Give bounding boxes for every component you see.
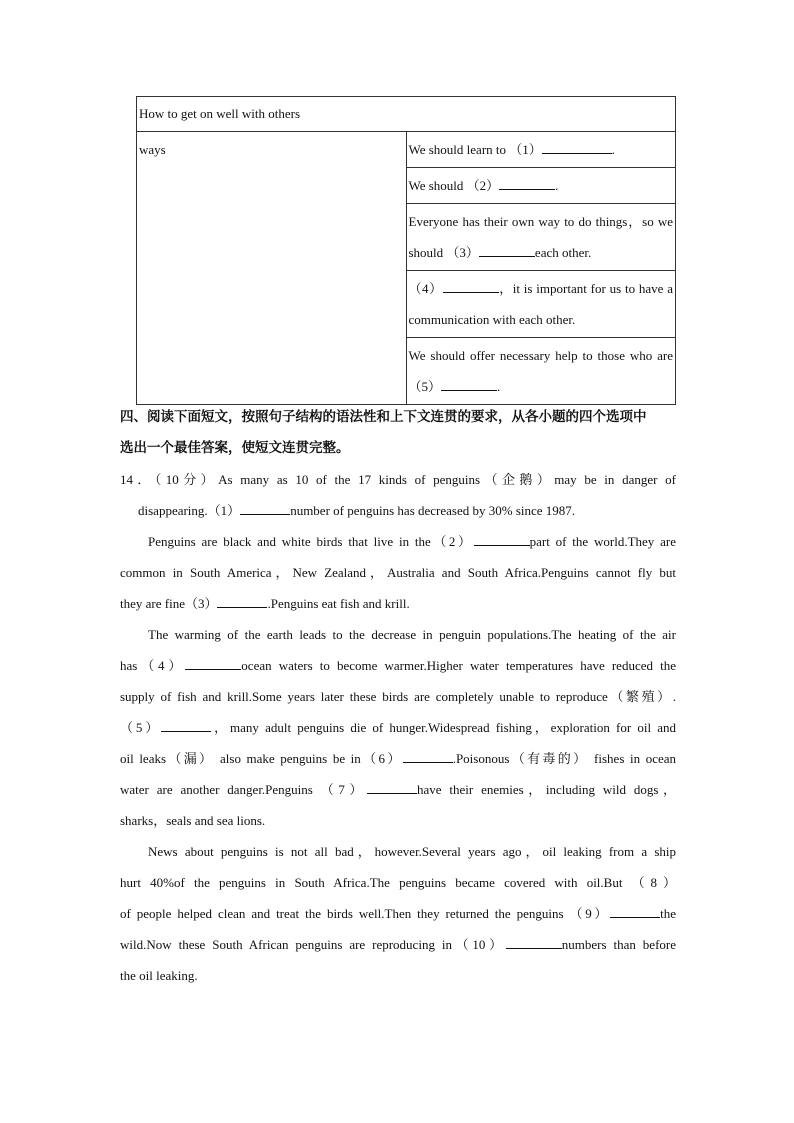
ways-table [136,96,676,405]
paragraph-3-line-2: has（4） ocean waters to become warmer.Higher water temperatures have reduced the [120,658,676,673]
paragraph-3-line-3: supply of fish and krill.Some years later these birds are completely unable to reproduce（繁殖）. [120,689,676,704]
paragraph-4-line-4: wild.Now these South African penguins are reproducing in（10） numbers than before [120,937,676,952]
passage-blank-10[interactable] [506,936,562,949]
paragraph-2-line-2: common in South America，New Zealand，Australia and South Africa.Penguins cannot fly but [120,565,676,580]
passage-blank-9[interactable] [610,905,660,918]
table-row: We should offer necessary help to those who are （5） . [406,338,676,405]
paragraph-3-line-4: （5） ，many adult penguins die of hunger.Widespread fishing，exploration for oil and [120,720,676,735]
paragraph-4-line-5: the oil leaking. [120,968,198,983]
paragraph-3-line-1: The warming of the earth leads to the decrease in penguin populations.The heating of the air [148,627,676,642]
table-row: We should learn to （1） . [406,132,676,168]
paragraph-2-line-3: they are fine（3） .Penguins eat fish and krill. [120,596,410,611]
table-row: （4） ，it is important for us to have a communication with each other. [406,271,676,338]
passage [120,464,676,991]
paragraph-3-line-5: oil leaks（漏） also make penguins be in（6） .Poisonous（有毒的） fishes in ocean [120,751,676,766]
passage-blank-3[interactable] [217,595,267,608]
blank-5[interactable] [441,378,497,391]
section-line-1: 四、阅读下面短文，按照句子结构的语法性和上下文连贯的要求，从各小题的四个选项中 [120,409,647,425]
table-row: We should （2） . [406,168,676,204]
paragraph-4-line-3: of people helped clean and treat the birds well.Then they returned the penguins （9） the [120,906,676,921]
table-row: Everyone has their own way to do things，so we should （3） each other. [406,204,676,271]
passage-blank-5[interactable] [161,719,211,732]
table-title: How to get on well with others [139,106,301,121]
paragraph-2-line-1: Penguins are black and white birds that live in the（2） part of the world.They are [148,534,676,549]
question-line-2: disappearing.（1） number of penguins has decreased by 30% since 1987. [138,503,576,518]
blank-1[interactable] [542,141,612,154]
paragraph-4-line-1: News about penguins is not all bad，however.Several years ago，oil leaking from a ship [148,844,676,859]
blank-4[interactable] [443,280,499,293]
paragraph-3-line-6: water are another danger.Penguins （7） have their enemies，including wild dogs， [120,782,676,797]
question-line-1: 14．（10分）As many as 10 of the 17 kinds of penguins（企鹅）may be in danger of [120,472,676,487]
ways-label-cell [137,132,407,405]
blank-3[interactable] [479,244,535,257]
table-title-cell [137,97,676,132]
passage-blank-2[interactable] [474,533,530,546]
passage-blank-1[interactable] [240,502,290,515]
passage-blank-4[interactable] [185,657,241,670]
blank-2[interactable] [499,177,555,190]
passage-blank-7[interactable] [367,781,417,794]
paragraph-4-line-2: hurt 40%of the penguins in South Africa.The penguins became covered with oil.But （8） [120,875,676,890]
section-instructions [120,402,676,464]
passage-blank-6[interactable] [403,750,453,763]
section-line-2: 选出一个最佳答案，使短文连贯完整。 [120,440,350,456]
paragraph-3-line-7: sharks，seals and sea lions. [120,813,266,828]
ways-label: ways [139,142,166,157]
